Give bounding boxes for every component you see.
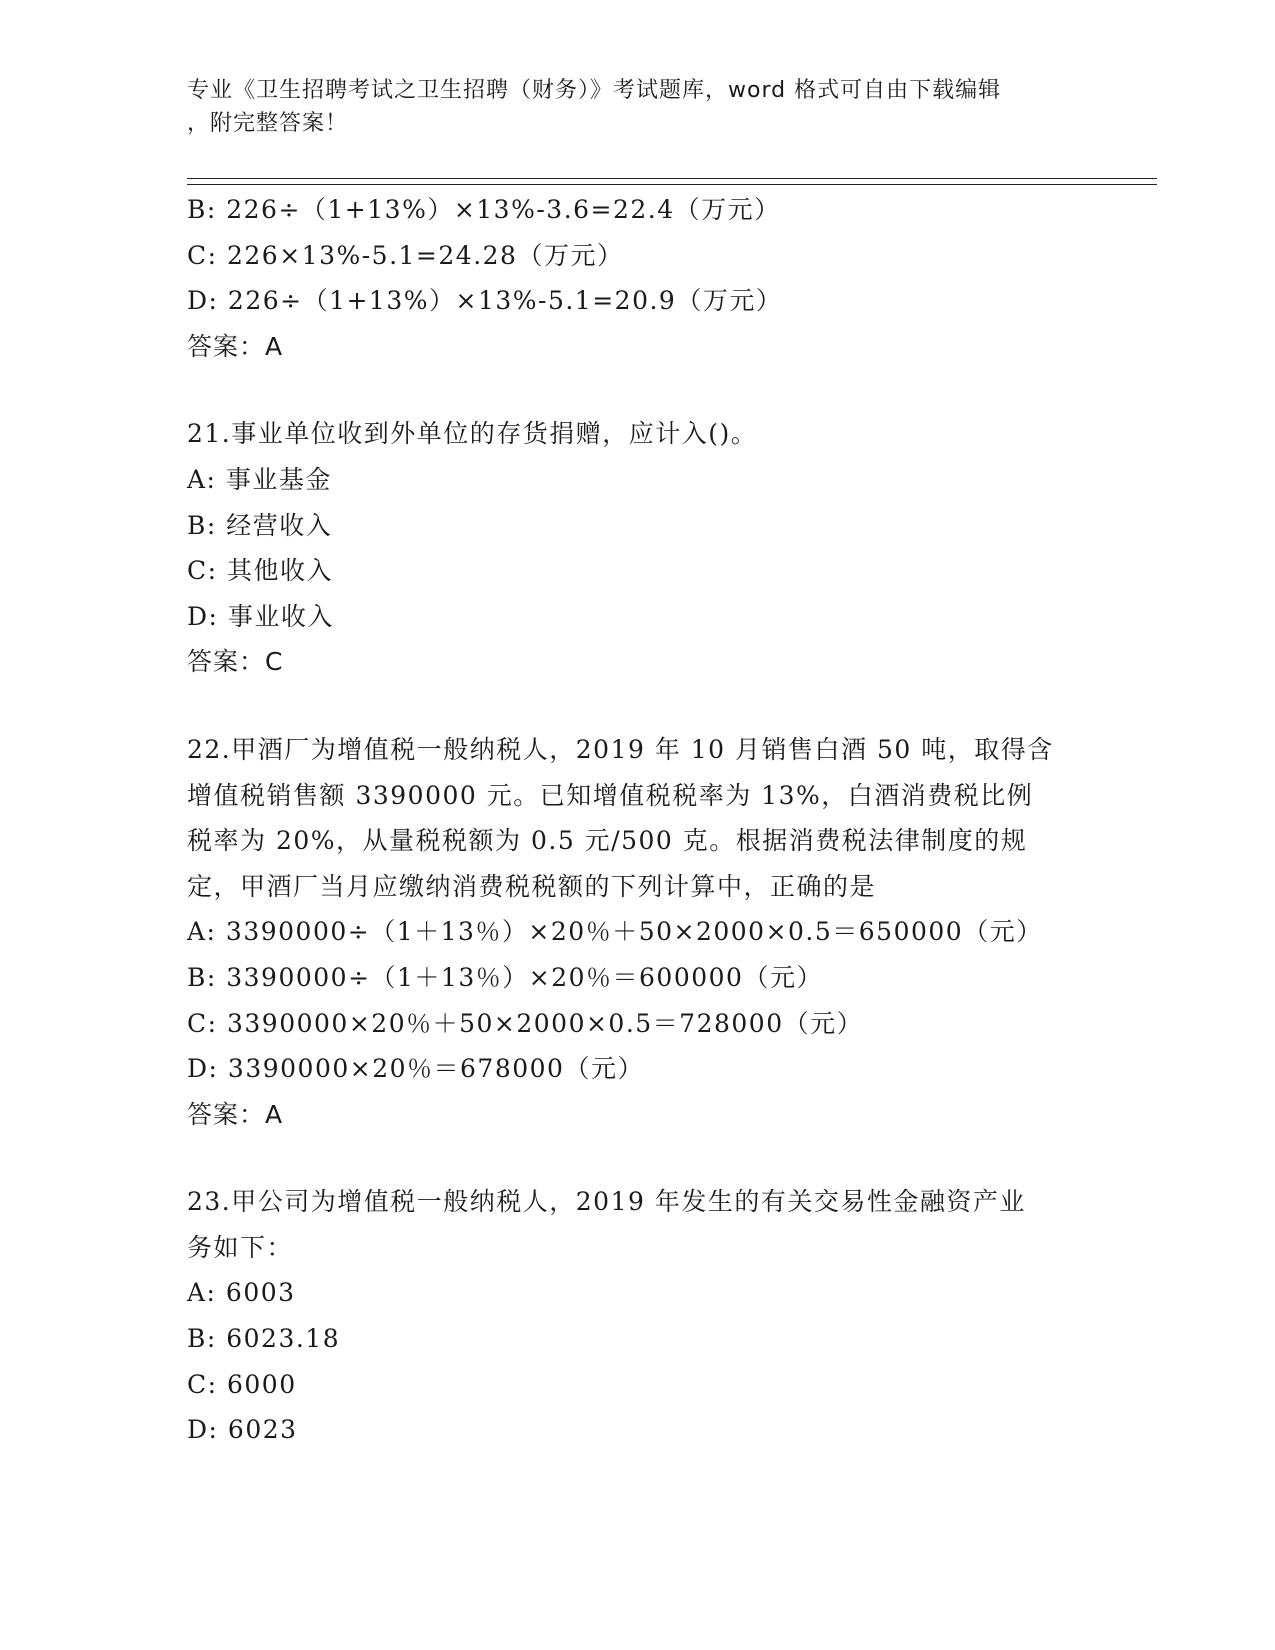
question-21 (187, 411, 1087, 685)
option-b: B: 6023.18 (187, 1324, 341, 1354)
option-c: C: 其他收入 (187, 556, 333, 586)
question-stem-line: 税率为 20%，从量税税额为 0.5 元/500 克。根据消费税法律制度的规 (187, 826, 1028, 856)
option-d: D: 3390000×20％＝678000（元） (187, 1054, 644, 1084)
question-22 (187, 727, 1087, 1137)
header-divider-top (187, 178, 1157, 179)
option-d: D: 226÷（1+13%）×13%-5.1=20.9（万元） (187, 286, 783, 316)
question-stem-line: 增值税销售额 3390000 元。已知增值税税率为 13%，白酒消费税比例 (187, 780, 1034, 810)
header-divider-bottom (187, 184, 1157, 185)
option-c: C: 6000 (187, 1369, 297, 1399)
option-d: D: 事业收入 (187, 601, 334, 631)
option-a: A: 事业基金 (187, 464, 332, 494)
option-b: B: 226÷（1+13%）×13%-3.6=22.4（万元） (187, 195, 781, 224)
question-stem-line: 务如下： (187, 1232, 294, 1262)
option-d: D: 6023 (187, 1415, 298, 1445)
header-line-1: 专业《卫生招聘考试之卫生招聘（财务）》考试题库，word 格式可自由下载编辑 (187, 78, 1002, 103)
option-c: C: 3390000×20％＋50×2000×0.5＝728000（元） (187, 1008, 864, 1038)
answer: 答案：A (187, 331, 284, 361)
question-stem-line: 22.甲酒厂为增值税一般纳税人，2019 年 10 月销售白酒 50 吨，取得含 (187, 734, 1054, 764)
answer: 答案：A (187, 1099, 284, 1129)
option-b: B: 3390000÷（1＋13％）×20％＝600000（元） (187, 962, 823, 992)
question-20-continued (187, 187, 1087, 369)
option-c: C: 226×13%-5.1=24.28（万元） (187, 240, 624, 270)
question-stem: 21.事业单位收到外单位的存货捐赠，应计入()。 (187, 419, 758, 449)
document-header (187, 74, 1067, 140)
option-a: A: 3390000÷（1＋13％）×20％＋50×2000×0.5＝650000（元） (187, 917, 1043, 947)
question-content (187, 187, 1087, 1453)
option-b: B: 经营收入 (187, 510, 333, 540)
question-23 (187, 1179, 1087, 1453)
answer: 答案：C (187, 647, 284, 677)
question-stem-line: 23.甲公司为增值税一般纳税人，2019 年发生的有关交易性金融资产业 (187, 1187, 1026, 1217)
header-line-2: ，附完整答案！ (187, 111, 349, 136)
option-a: A: 6003 (187, 1278, 296, 1308)
question-stem-line: 定，甲酒厂当月应缴纳消费税税额的下列计算中，正确的是 (187, 871, 877, 901)
